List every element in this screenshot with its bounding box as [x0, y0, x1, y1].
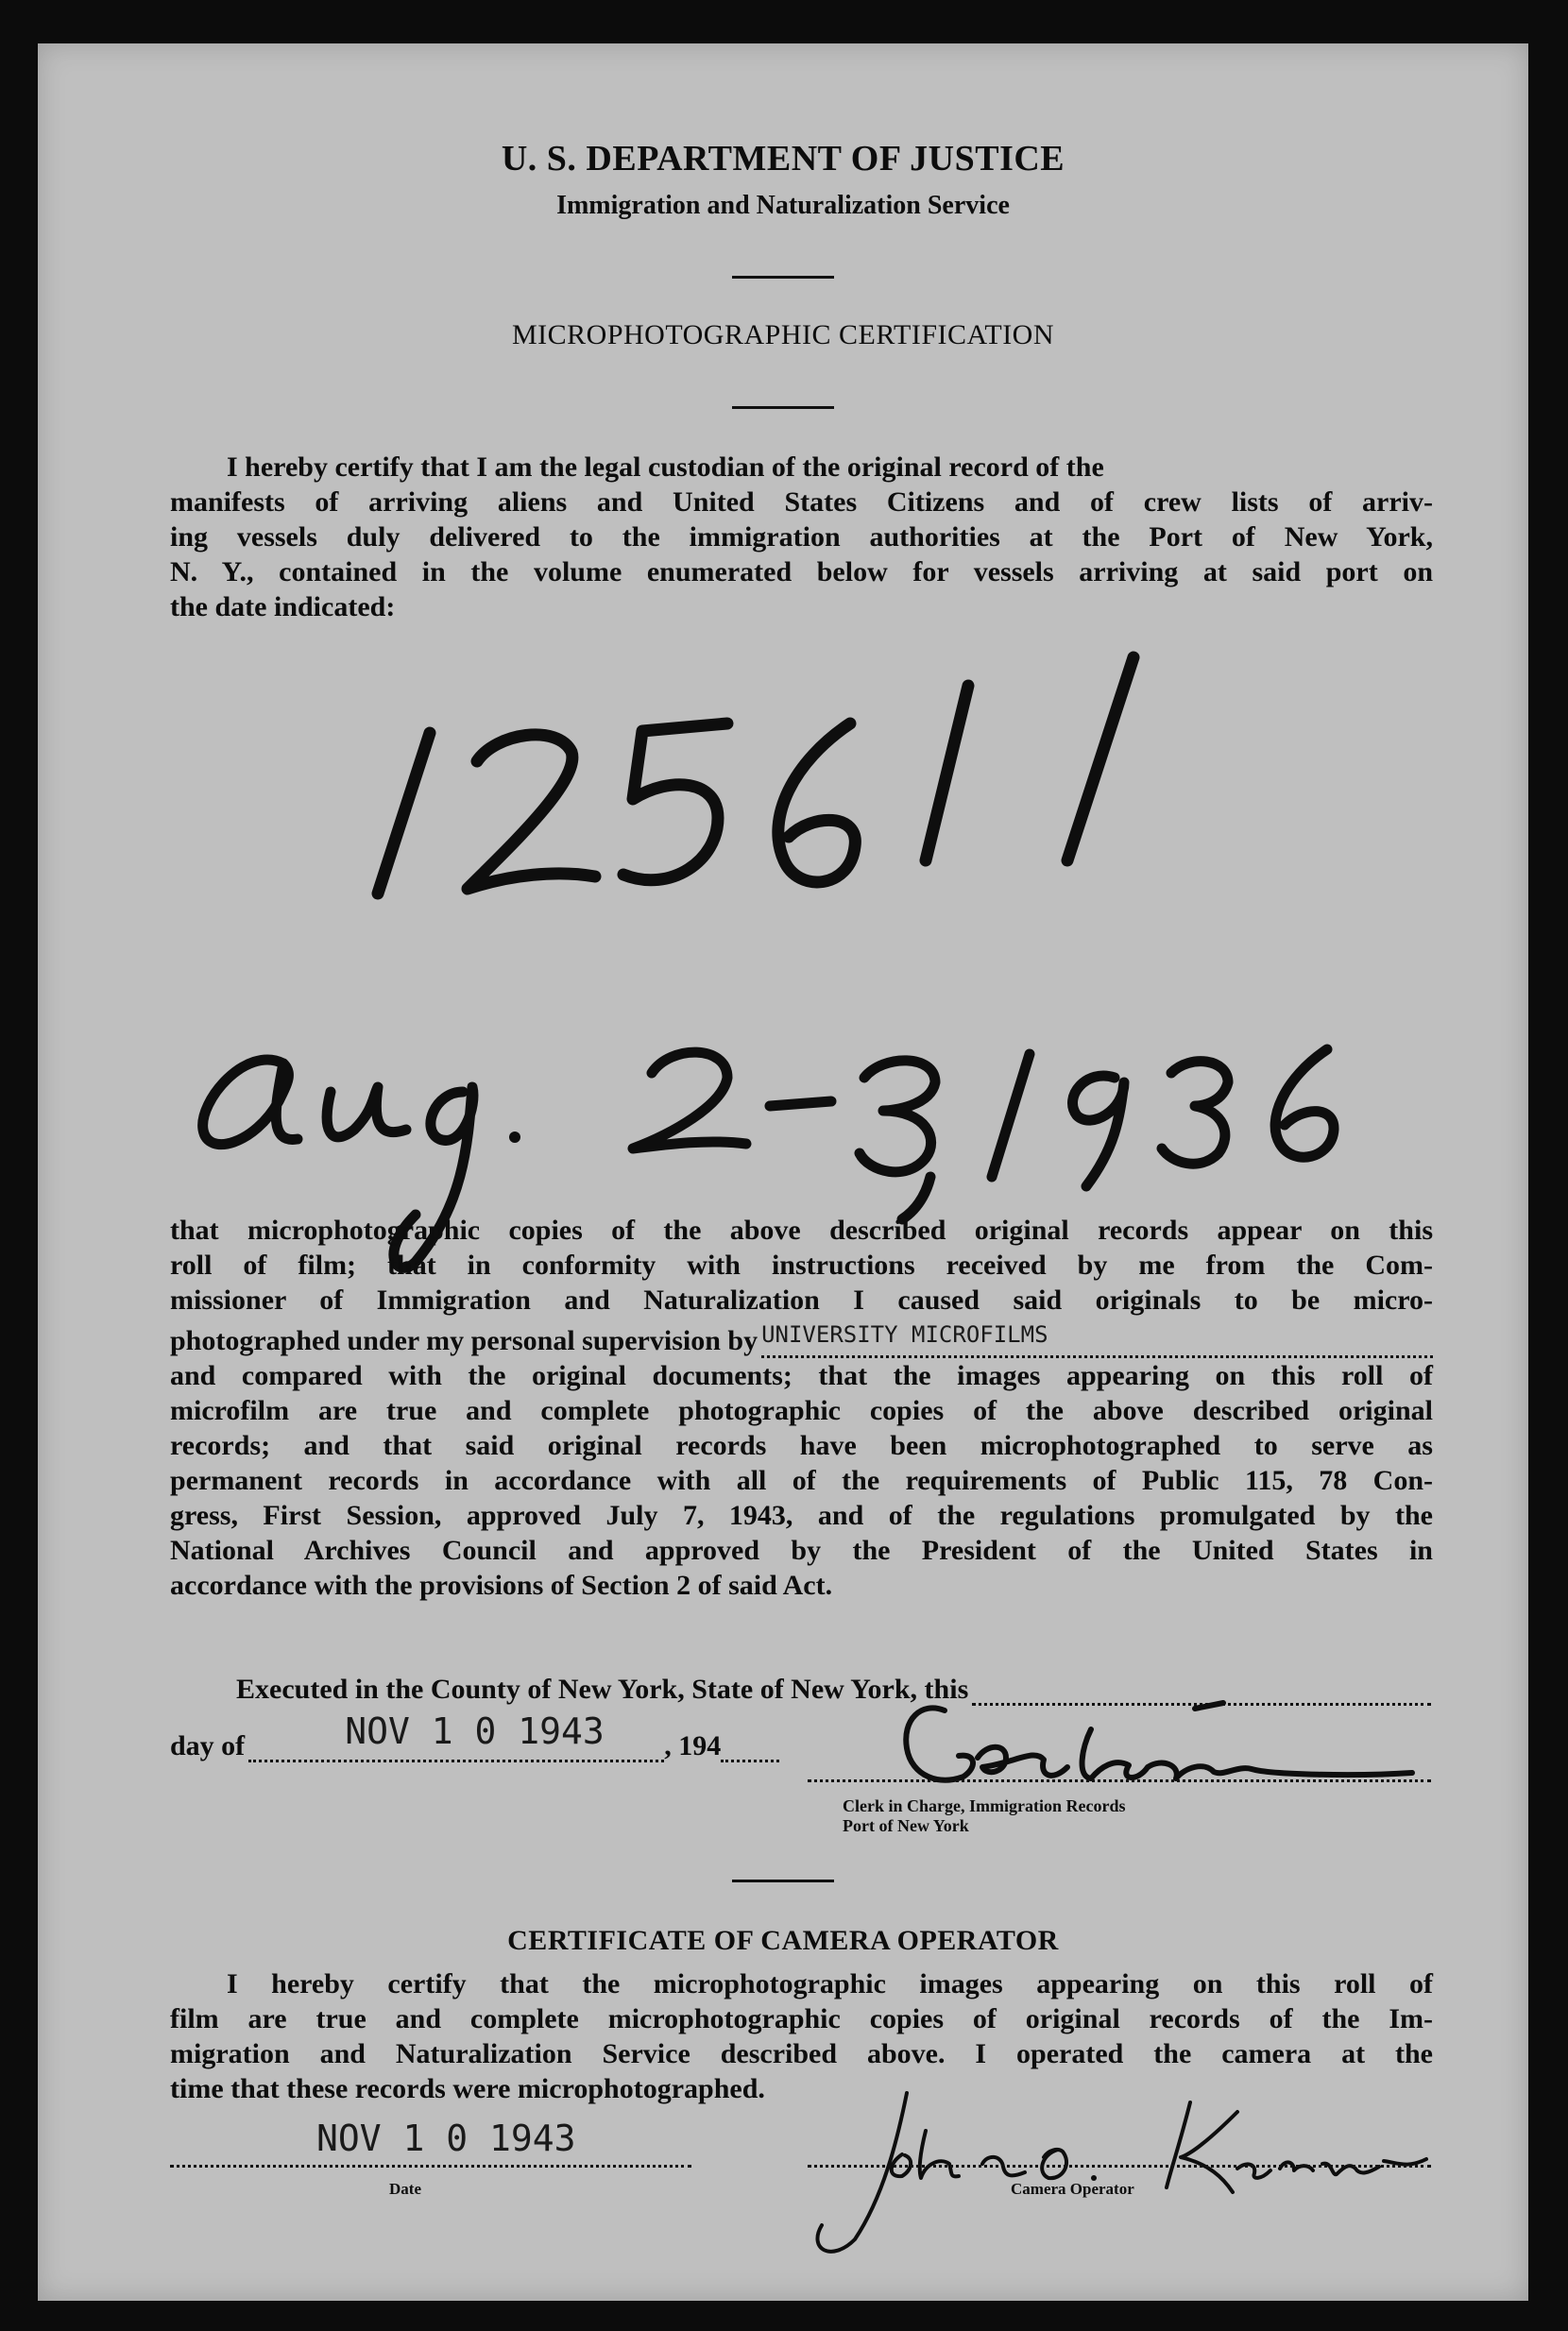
supervision-prefix: photographed under my personal supervision by [170, 1325, 758, 1356]
certificate-sheet [38, 43, 1528, 2301]
body-line: and compared with the original documents; that the images appearing on this roll of [170, 1360, 1433, 1391]
year-prefix: , 194 [664, 1730, 722, 1761]
body-line: missioner of Immigration and Naturalization I caused said originals to be micro- [170, 1285, 1433, 1316]
camera-date-stamp: NOV 1 0 1943 [316, 2118, 576, 2159]
date-line [170, 2165, 691, 2168]
clerk-signature-line [808, 1779, 1431, 1782]
camera-line: I hereby certify that the microphotographic images appearing on this roll of [227, 1968, 1433, 1999]
service-subtitle: Immigration and Naturalization Service [556, 191, 1010, 220]
clerk-port: Port of New York [843, 1816, 969, 1835]
camera-operator-label: Camera Operator [1011, 2180, 1134, 2198]
supervisor-stamp: UNIVERSITY MICROFILMS [761, 1321, 1048, 1348]
day-of-label: day of [170, 1730, 246, 1761]
intro-line: N. Y., contained in the volume enumerated below for vessels arriving at said port on [170, 556, 1433, 587]
camera-line: film are true and complete microphotographic copies of original records of the Im- [170, 2003, 1433, 2034]
camera-line: time that these records were microphotographed. [170, 2073, 765, 2104]
body-line: accordance with the provisions of Section 2 of said Act. [170, 1570, 833, 1601]
year-field [721, 1735, 779, 1762]
supervision-line [170, 1323, 1433, 1358]
clerk-title: Clerk in Charge, Immigration Records [843, 1796, 1126, 1815]
body-line: roll of film; that in conformity with instructions received by me from the Com- [170, 1250, 1433, 1281]
body-line: that microphotographic copies of the above described original records appear on this [170, 1215, 1433, 1246]
body-line: permanent records in accordance with all of the requirements of Public 115, 78 Con- [170, 1465, 1433, 1496]
executed-text: Executed in the County of New York, State of New York, this [236, 1674, 969, 1705]
camera-line: migration and Naturalization Service described above. I operated the camera at the [170, 2038, 1433, 2069]
day-of-line [170, 1710, 779, 1762]
date-label: Date [389, 2180, 421, 2198]
divider [732, 406, 834, 409]
divider [732, 276, 834, 279]
handwritten-volume-number [321, 657, 1171, 903]
certification-title: MICROPHOTOGRAPHIC CERTIFICATION [511, 319, 1055, 350]
body-line: National Archives Council and approved by the President of the United States in [170, 1535, 1433, 1566]
department-title: U. S. DEPARTMENT OF JUSTICE [501, 139, 1065, 179]
certification-body [170, 1213, 1433, 1603]
body-line: records; and that said original records have been microphotographed to serve as [170, 1430, 1433, 1461]
body-line: gress, First Session, approved July 7, 1943, and of the regulations promulgated by the [170, 1500, 1433, 1531]
day-of-field [248, 1710, 664, 1762]
intro-line: the date indicated: [170, 591, 396, 622]
body-line: microfilm are true and complete photographic copies of the above described original [170, 1395, 1433, 1426]
divider [732, 1880, 834, 1882]
intro-line: I hereby certify that I am the legal custodian of the original record of the [227, 451, 1104, 483]
camera-operator-signature [793, 2074, 1436, 2272]
camera-certificate-title: CERTIFICATE OF CAMERA OPERATOR [507, 1925, 1059, 1956]
intro-paragraph [170, 450, 1433, 624]
camera-operator-line [808, 2165, 1431, 2168]
date-stamp: NOV 1 0 1943 [345, 1710, 605, 1752]
intro-line: manifests of arriving aliens and United States Citizens and of crew lists of arriv- [170, 486, 1433, 518]
intro-line: ing vessels duly delivered to the immigration authorities at the Port of New York, [170, 521, 1433, 553]
supervisor-field [761, 1321, 1433, 1358]
